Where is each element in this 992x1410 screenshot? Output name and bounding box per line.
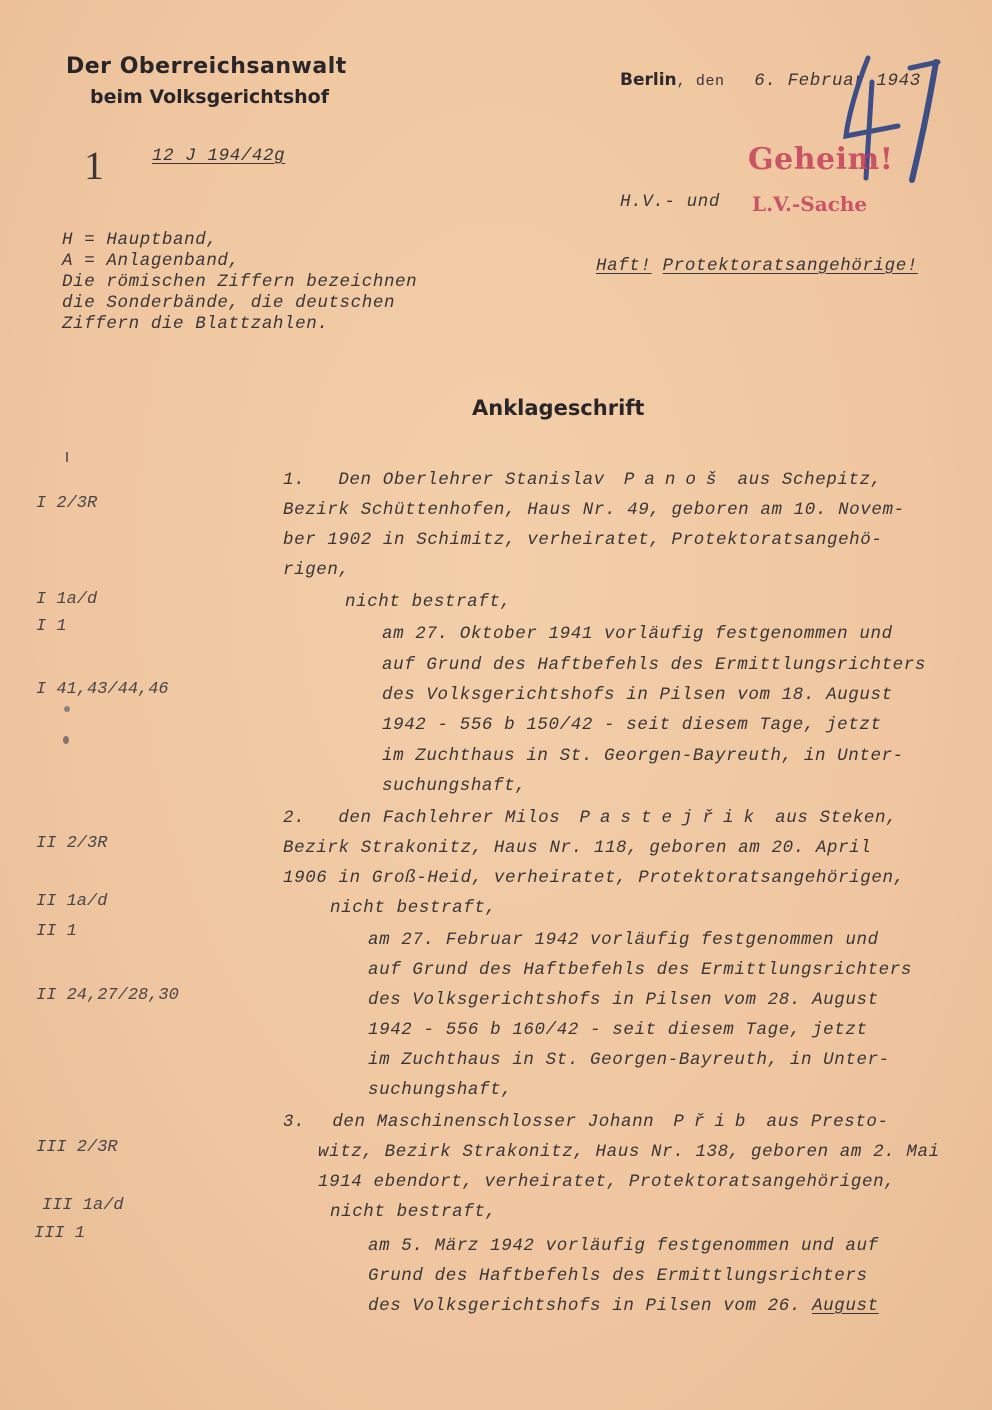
date: 6. Februar 1943 (754, 71, 921, 91)
margin-ref: II 24,27/28,30 (36, 986, 179, 1005)
defendant-1-line-4: rigen, (283, 560, 350, 580)
custody-flag: Haft! (596, 256, 652, 276)
legend-line: die Sonderbände, die deutschen (62, 293, 396, 313)
defendant-1-line-1 (283, 470, 882, 490)
custody-notes (596, 256, 918, 276)
defendant-3-custody-line: am 5. März 1942 vorläufig festgenommen und auf (368, 1236, 879, 1256)
defendant-2-custody-line: suchungshaft, (368, 1080, 513, 1100)
legend-line: H = Hauptband, (62, 230, 218, 250)
defendant-1-line-2: Bezirk Schüttenhofen, Haus Nr. 49, geboren am 10. Novem- (283, 500, 905, 520)
margin-ref: III 1a/d (42, 1196, 124, 1215)
defendant-1-record: nicht bestraft, (345, 592, 512, 612)
defendant-1-line-3: ber 1902 in Schimitz, verheiratet, Protektoratsangehö- (283, 530, 883, 550)
margin-ref: II 1 (36, 922, 77, 941)
legend-line: Die römischen Ziffern bezeichnen (62, 272, 418, 292)
defendant-3-custody-text: des Volksgerichtshofs in Pilsen vom 26. (368, 1296, 801, 1316)
authority-line-1: Der Oberreichsanwalt (66, 54, 347, 79)
defendant-3-custody-line (368, 1296, 879, 1316)
defendant-3-line-2: witz, Bezirk Strakonitz, Haus Nr. 138, geboren am 2. Mai (318, 1142, 940, 1162)
defendant-1-intro: Den Oberlehrer Stanislav (338, 470, 605, 490)
defendant-1-number: 1. (283, 470, 306, 490)
hv-prefix: H.V.- und (620, 192, 720, 212)
file-number: 12 J 194/42g (152, 146, 286, 166)
defendant-1-custody-line: des Volksgerichtshofs in Pilsen vom 18. August (382, 685, 893, 705)
defendant-1-custody-line: am 27. Oktober 1941 vorläufig festgenommen und (382, 624, 893, 644)
margin-ref: II 2/3R (36, 834, 108, 853)
legend-line: A = Anlagenband, (62, 251, 240, 271)
defendant-1-custody-line: suchungshaft, (382, 776, 527, 796)
defendant-1-custody-line: im Zuchthaus in St. Georgen-Bayreuth, in Unter- (382, 746, 904, 766)
defendant-1-name: Panoš (623, 470, 727, 490)
margin-ref: I 2/3R (36, 494, 98, 513)
defendant-2-custody-line: des Volksgerichtshofs in Pilsen vom 28. August (368, 990, 879, 1010)
defendant-2-custody-line: auf Grund des Haftbefehls des Ermittlungsrichters (368, 960, 912, 980)
defendant-2-line-1 (283, 808, 897, 828)
defendant-2-name: Pastejřik (579, 808, 764, 828)
defendant-3-intro: den Maschinenschlosser Johann (332, 1112, 655, 1132)
nationality-flag: Protektoratsangehörige! (662, 256, 918, 276)
authority-line-2: beim Volksgerichtshof (90, 86, 329, 108)
defendant-2-custody-line: 1942 - 556 b 160/42 - seit diesem Tage, jetzt (368, 1020, 868, 1040)
secret-matter-stamp: L.V.-Sache (752, 192, 868, 216)
date-prefix: , den (676, 73, 725, 90)
defendant-2-origin: aus Steken, (775, 808, 898, 828)
defendant-1-custody-line: 1942 - 556 b 150/42 - seit diesem Tage, jetzt (382, 715, 882, 735)
defendant-3-line-3: 1914 ebendort, verheiratet, Protektoratsangehörigen, (318, 1172, 896, 1192)
defendant-2-custody-line: im Zuchthaus in St. Georgen-Bayreuth, in Unter- (368, 1050, 890, 1070)
margin-ref: III 1 (34, 1224, 86, 1243)
defendant-2-line-2: Bezirk Strakonitz, Haus Nr. 118, geboren am 20. April (283, 838, 872, 858)
defendant-3-custody-line: Grund des Haftbefehls des Ermittlungsrichters (368, 1266, 868, 1286)
place: Berlin (620, 70, 677, 90)
defendant-3-name: Přib (673, 1112, 756, 1132)
margin-ref: II 1a/d (36, 892, 108, 911)
secret-stamp: Geheim! (748, 142, 894, 177)
defendant-2-line-3: 1906 in Groß-Heid, verheiratet, Protektoratsangehörigen, (283, 868, 905, 888)
margin-ref: I 1 (36, 617, 67, 636)
defendant-2-custody-line: am 27. Februar 1942 vorläufig festgenommen und (368, 930, 879, 950)
defendant-3-origin: aus Presto- (766, 1112, 889, 1132)
paper-mark (64, 706, 70, 712)
defendant-1-custody-line: auf Grund des Haftbefehls des Ermittlungsrichters (382, 655, 926, 675)
document-title: Anklageschrift (472, 396, 645, 420)
margin-ref: I 41,43/44,46 (36, 680, 169, 699)
paper-mark (66, 452, 68, 462)
defendant-3-custody-month: August (812, 1296, 879, 1316)
defendant-3-line-1 (283, 1112, 889, 1132)
defendant-3-record: nicht bestraft, (330, 1202, 497, 1222)
defendant-3-number: 3. (283, 1112, 306, 1132)
margin-ref: I 1a/d (36, 590, 98, 609)
margin-ref: III 2/3R (36, 1138, 118, 1157)
page-number: 1 (84, 143, 104, 188)
defendant-2-record: nicht bestraft, (330, 898, 497, 918)
defendant-2-intro: den Fachlehrer Milos (338, 808, 561, 828)
legend-line: Ziffern die Blattzahlen. (62, 314, 329, 334)
paper-mark (63, 736, 69, 744)
defendant-1-origin: aus Schepitz, (737, 470, 882, 490)
defendant-2-number: 2. (283, 808, 306, 828)
